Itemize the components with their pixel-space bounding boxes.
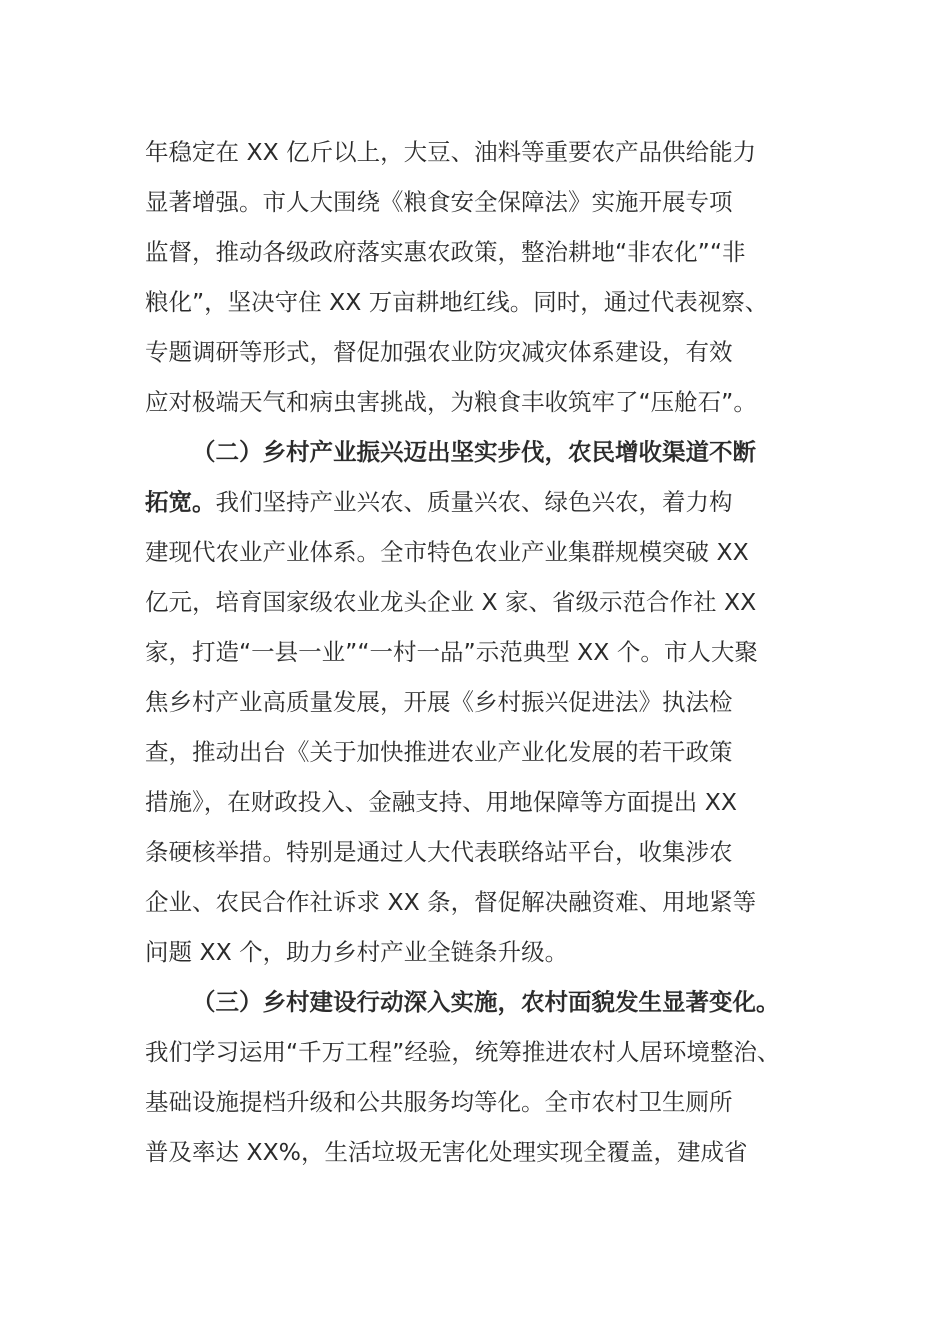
paragraph-line: 普及率达 XX%，生活垃圾无害化处理实现全覆盖，建成省 — [145, 1138, 748, 1166]
paragraph-line: 亿元，培育国家级农业龙头企业 X 家、省级示范合作社 XX — [145, 588, 757, 616]
paragraph-line: 专题调研等形式，督促加强农业防灾减灾体系建设，有效 — [145, 338, 733, 366]
paragraph-line — [145, 477, 810, 527]
paragraph-line: 建现代农业产业体系。全市特色农业产业集群规模突破 XX — [145, 538, 749, 566]
paragraph-line: 措施》，在财政投入、金融支持、用地保障等方面提出 XX — [145, 788, 737, 816]
paragraph-line: 我们学习运用“千万工程”经验，统筹推进农村人居环境整治、 — [145, 1038, 781, 1066]
paragraph-line: 显著增强。市人大围绕《粮食安全保障法》实施开展专项 — [145, 188, 733, 216]
paragraph-line: 企业、农民合作社诉求 XX 条，督促解决融资难、用地紧等 — [145, 888, 757, 916]
paragraph-line: 家，打造“一县一业”“一村一品”示范典型 XX 个。市人大聚 — [145, 638, 758, 666]
paragraph-line: 问题 XX 个，助力乡村产业全链条升级。 — [145, 938, 569, 966]
document-body — [145, 127, 810, 1177]
paragraph-line: 查，推动出台《关于加快推进农业产业化发展的若干政策 — [145, 738, 733, 766]
paragraph-line: 基础设施提档升级和公共服务均等化。全市农村卫生厕所 — [145, 1088, 733, 1116]
section-heading-2-end: 拓宽。 — [145, 488, 216, 516]
paragraph-line: 条硬核举措。特别是通过人大代表联络站平台，收集涉农 — [145, 838, 733, 866]
section-heading-2: （二）乡村产业振兴迈出坚实步伐，农民增收渠道不断 — [192, 438, 756, 466]
paragraph-line: 年稳定在 XX 亿斤以上，大豆、油料等重要农产品供给能力 — [145, 138, 757, 166]
paragraph-line: 焦乡村产业高质量发展，开展《乡村振兴促进法》执法检 — [145, 688, 733, 716]
section-heading-3: （三）乡村建设行动深入实施，农村面貌发生显著变化。 — [192, 988, 780, 1016]
paragraph-line: 粮化”，坚决守住 XX 万亩耕地红线。同时，通过代表视察、 — [145, 288, 769, 316]
paragraph-line: 应对极端天气和病虫害挑战，为粮食丰收筑牢了“压舱石”。 — [145, 388, 757, 416]
paragraph-text: 我们坚持产业兴农、质量兴农、绿色兴农，着力构 — [215, 488, 733, 516]
paragraph-line: 监督，推动各级政府落实惠农政策，整治耕地“非农化”“非 — [145, 238, 746, 266]
